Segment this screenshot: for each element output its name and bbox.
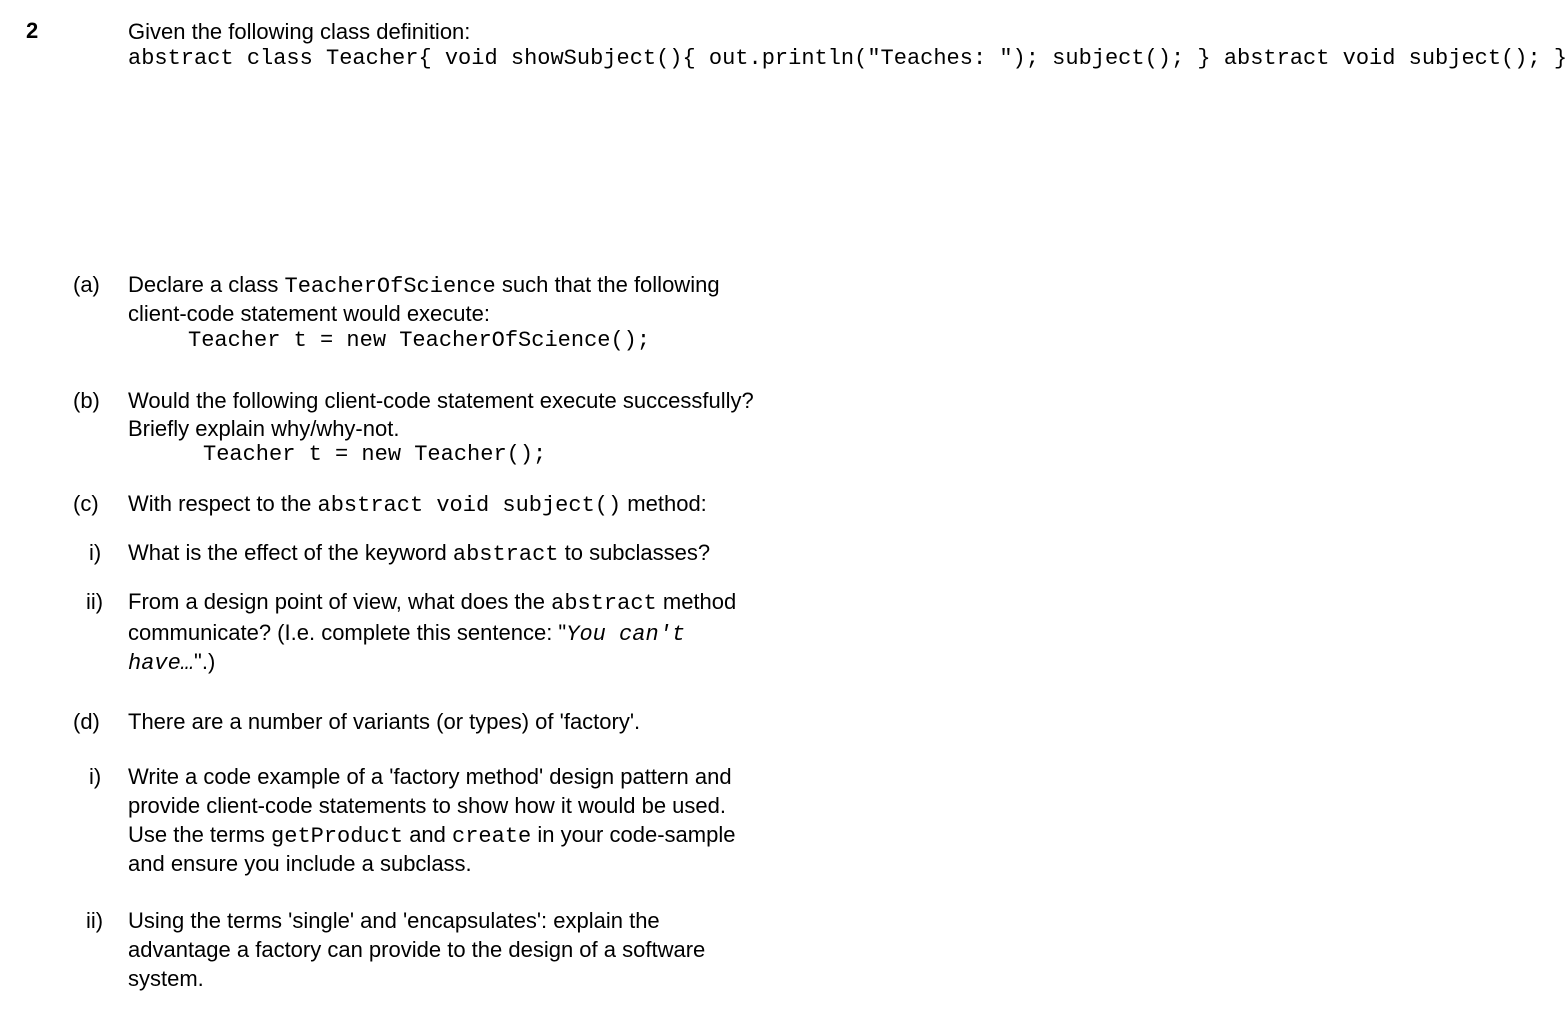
part-a-line2: client-code statement would execute: bbox=[128, 301, 490, 326]
part-d-i-line4: and ensure you include a subclass. bbox=[128, 851, 472, 876]
part-c-ii-line1 bbox=[128, 587, 736, 618]
code-line: } bbox=[1553, 46, 1567, 71]
inline-code-italic: You can't bbox=[566, 622, 686, 647]
text: method bbox=[656, 589, 737, 614]
text: method: bbox=[621, 491, 707, 516]
part-c-i-label: i) bbox=[89, 540, 102, 565]
part-b-line1: Would the following client-code statement execute successfully? bbox=[128, 388, 754, 413]
text: What is the effect of the keyword bbox=[128, 540, 453, 565]
part-d-i-line3 bbox=[128, 820, 735, 851]
inline-code: abstract bbox=[551, 591, 657, 616]
intro-text: Given the following class definition: bbox=[128, 19, 471, 44]
part-c-ii-line3 bbox=[128, 647, 215, 678]
inline-code-italic: have… bbox=[128, 651, 195, 676]
code-line: void showSubject(){ bbox=[444, 46, 696, 71]
inline-code: abstract bbox=[452, 542, 559, 567]
part-d-i-line1: Write a code example of a 'factory method' design pattern and bbox=[128, 764, 732, 789]
part-d-i-label: i) bbox=[89, 764, 102, 789]
text: Declare a class bbox=[128, 272, 285, 297]
code-line: abstract class Teacher{ bbox=[128, 46, 432, 71]
text: With respect to the bbox=[128, 491, 318, 516]
code-line: out.println("Teaches: "); bbox=[708, 46, 1039, 71]
part-d-ii-line1: Using the terms 'single' and 'encapsulates': explain the bbox=[128, 908, 660, 933]
inline-code: abstract void subject() bbox=[317, 493, 622, 518]
part-b-line2: Briefly explain why/why-not. bbox=[128, 416, 400, 441]
part-d-ii-line2: advantage a factory can provide to the design of a software bbox=[128, 937, 706, 962]
text: such that the following bbox=[495, 272, 720, 297]
part-a-label: (a) bbox=[73, 272, 100, 297]
text: in your code-sample bbox=[531, 822, 736, 847]
part-b-label: (b) bbox=[73, 388, 100, 413]
part-d-label: (d) bbox=[73, 709, 100, 734]
text: and bbox=[403, 822, 453, 847]
part-c-ii-line2 bbox=[128, 618, 685, 649]
part-b-code: Teacher t = new Teacher(); bbox=[203, 442, 547, 467]
part-c-ii-label: ii) bbox=[86, 589, 104, 614]
inline-code: TeacherOfScience bbox=[284, 274, 496, 299]
inline-code: getProduct bbox=[271, 824, 404, 849]
part-a-line1 bbox=[128, 270, 720, 301]
part-c-label: (c) bbox=[73, 491, 99, 516]
class-definition-code bbox=[128, 45, 1567, 73]
text: Use the terms bbox=[128, 822, 272, 847]
part-c-i-text bbox=[128, 538, 710, 569]
part-c-line1 bbox=[128, 489, 707, 520]
part-a-code: Teacher t = new TeacherOfScience(); bbox=[188, 328, 651, 353]
part-d-line1: There are a number of variants (or types) of 'factory'. bbox=[128, 709, 641, 734]
text: From a design point of view, what does the bbox=[128, 589, 552, 614]
text: ".) bbox=[194, 649, 216, 674]
text: to subclasses? bbox=[558, 540, 711, 565]
code-line: abstract void subject(); bbox=[1223, 46, 1541, 71]
part-d-ii-line3: system. bbox=[128, 966, 204, 991]
code-line: subject(); bbox=[1052, 46, 1185, 71]
inline-code: create bbox=[452, 824, 532, 849]
text: communicate? (I.e. complete this sentence: " bbox=[128, 620, 567, 645]
code-line: } bbox=[1197, 46, 1211, 71]
question-number: 2 bbox=[26, 18, 39, 43]
part-d-i-line2: provide client-code statements to show how it would be used. bbox=[128, 793, 726, 818]
part-d-ii-label: ii) bbox=[86, 908, 104, 933]
